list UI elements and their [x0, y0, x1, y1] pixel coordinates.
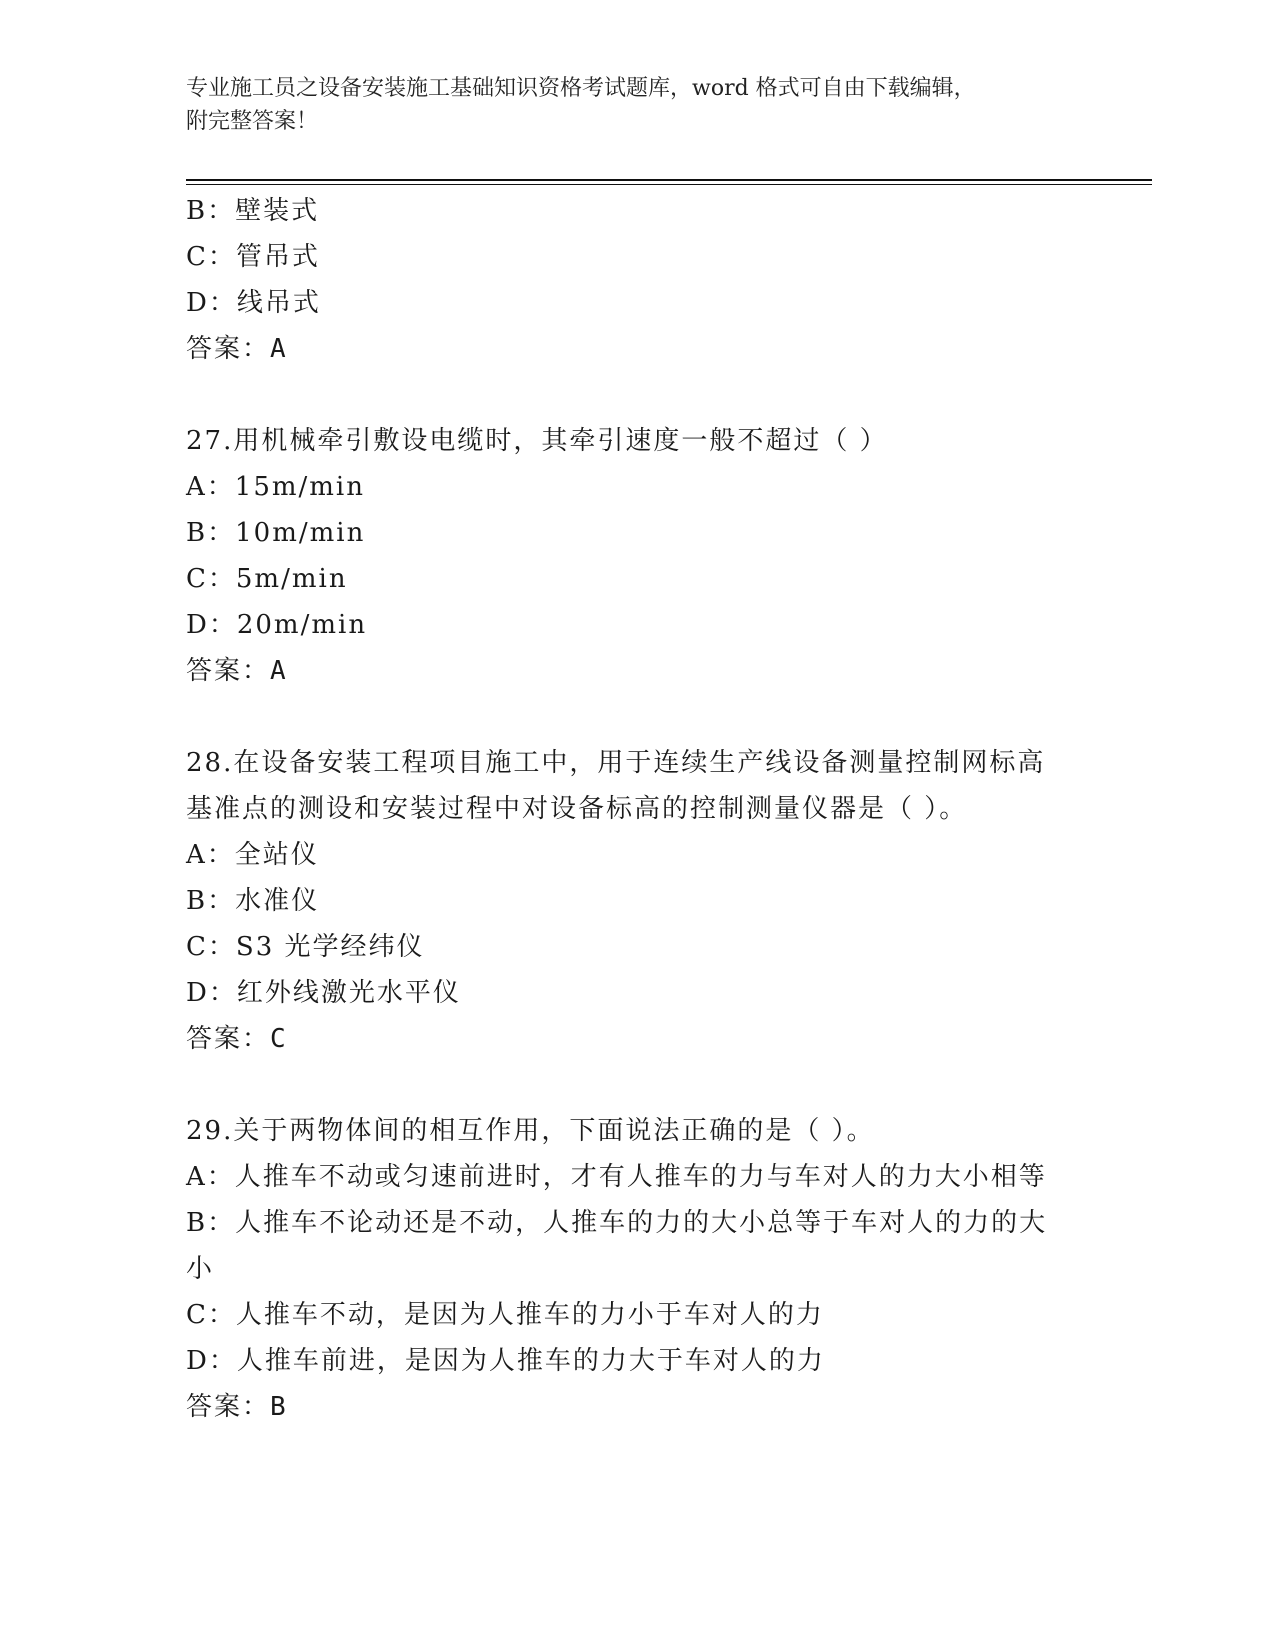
option-d: D：人推车前进，是因为人推车的力大于车对人的力: [186, 1346, 825, 1376]
spacer: [186, 372, 1086, 418]
question-29: [186, 1108, 1086, 1430]
answer: 答案：A: [186, 334, 288, 364]
question-stem: 27.用机械牵引敷设电缆时，其牵引速度一般不超过（ ）: [186, 426, 888, 456]
spacer: [186, 1062, 1086, 1108]
option-a: A：人推车不动或匀速前进时，才有人推车的力与车对人的力大小相等: [186, 1162, 1047, 1192]
option-b: B：水准仪: [186, 886, 320, 916]
header-line-1: 专业施工员之设备安装施工基础知识资格考试题库，word 格式可自由下载编辑，: [186, 76, 976, 101]
question-stem-line-2: 基准点的测设和安装过程中对设备标高的控制测量仪器是（ ）。: [186, 794, 968, 824]
question-26-continued: [186, 188, 1086, 372]
spacer: [186, 694, 1086, 740]
question-stem: 29.关于两物体间的相互作用，下面说法正确的是（ ）。: [186, 1116, 875, 1146]
option-b: B：壁装式: [186, 196, 320, 226]
document-header: [186, 72, 1066, 138]
option-d: D：红外线激光水平仪: [186, 978, 461, 1008]
answer: 答案：C: [186, 1024, 288, 1054]
header-line-2: 附完整答案！: [186, 109, 319, 134]
answer: 答案：B: [186, 1392, 288, 1422]
option-c: C：5m/min: [186, 564, 348, 594]
option-b: B：10m/min: [186, 518, 366, 548]
option-b: B：人推车不论动还是不动，人推车的力的大小总等于车对人的力的大: [186, 1208, 1048, 1238]
option-d: D：20m/min: [186, 610, 368, 640]
header-rule-thick: [186, 179, 1152, 181]
header-rule-thin: [186, 184, 1152, 185]
option-c: C：管吊式: [186, 242, 320, 272]
answer: 答案：A: [186, 656, 288, 686]
question-28: [186, 740, 1086, 1062]
option-c: C：人推车不动，是因为人推车的力小于车对人的力: [186, 1300, 824, 1330]
question-27: [186, 418, 1086, 694]
question-list: [186, 188, 1086, 1430]
option-c: C：S3 光学经纬仪: [186, 932, 425, 962]
option-b-continued: 小: [186, 1254, 215, 1284]
option-a: A：15m/min: [186, 472, 365, 502]
option-a: A：全站仪: [186, 840, 319, 870]
question-stem-line-1: 28.在设备安装工程项目施工中，用于连续生产线设备测量控制网标高: [186, 748, 1046, 778]
option-d: D：线吊式: [186, 288, 321, 318]
